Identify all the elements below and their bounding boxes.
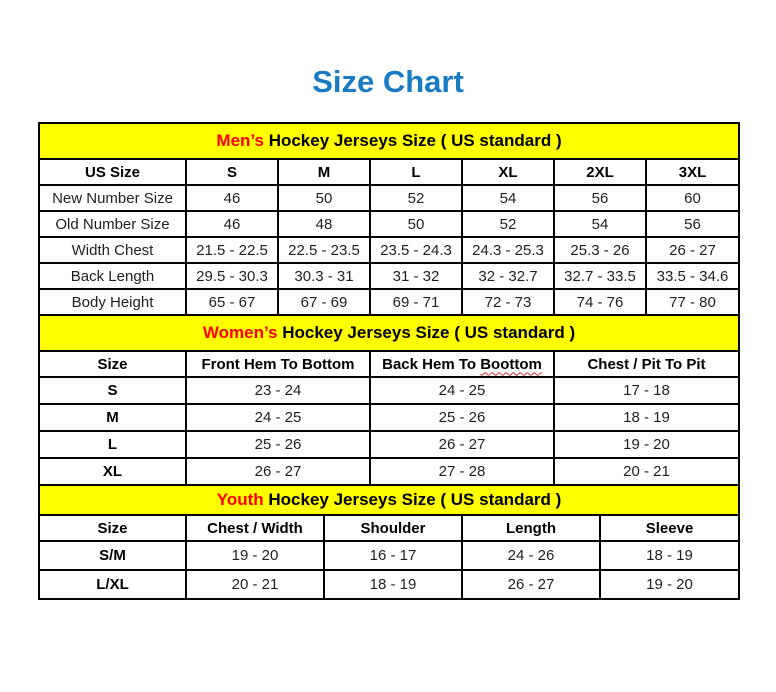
table-cell: 48 [278,211,370,237]
table-cell: 26 - 27 [370,431,554,458]
table-cell: 56 [646,211,739,237]
youth-banner-text: Hockey Jerseys Size ( US standard ) [263,490,562,509]
youth-header-row [39,515,739,541]
table-cell: 32 - 32.7 [462,263,554,289]
table-cell: 52 [370,185,462,211]
womens-section-banner [39,315,739,351]
table-row [39,570,739,599]
table-cell: 25.3 - 26 [554,237,646,263]
table-cell: 18 - 19 [554,404,739,431]
table-cell: 23.5 - 24.3 [370,237,462,263]
table-cell: 22.5 - 23.5 [278,237,370,263]
mens-col-xl: XL [462,159,554,185]
youth-section-banner [39,485,739,515]
youth-col-sleeve: Sleeve [600,515,739,541]
table-cell: 26 - 27 [462,570,600,599]
table-row [39,237,739,263]
table-row [39,289,739,315]
row-label: Width Chest [39,237,186,263]
row-label: M [39,404,186,431]
table-cell: 50 [278,185,370,211]
table-cell: 33.5 - 34.6 [646,263,739,289]
table-cell: 30.3 - 31 [278,263,370,289]
table-row [39,211,739,237]
table-cell: 17 - 18 [554,377,739,404]
youth-size-table [38,484,740,600]
womens-size-table [38,314,740,486]
mens-banner-highlight: Men’s [216,131,264,150]
table-cell: 21.5 - 22.5 [186,237,278,263]
table-cell: 24 - 25 [370,377,554,404]
row-label: New Number Size [39,185,186,211]
table-cell: 24.3 - 25.3 [462,237,554,263]
table-cell: 54 [554,211,646,237]
mens-col-m: M [278,159,370,185]
table-cell: 54 [462,185,554,211]
table-cell: 24 - 26 [462,541,600,570]
table-cell: 27 - 28 [370,458,554,485]
table-row [39,458,739,485]
mens-col-l: L [370,159,462,185]
table-cell: 29.5 - 30.3 [186,263,278,289]
table-row [39,263,739,289]
size-chart-tables [38,122,738,600]
table-cell: 23 - 24 [186,377,370,404]
table-cell: 74 - 76 [554,289,646,315]
row-label: L/XL [39,570,186,599]
table-cell: 65 - 67 [186,289,278,315]
youth-banner-highlight: Youth [216,490,264,509]
table-cell: 19 - 20 [186,541,324,570]
mens-section-banner [39,123,739,159]
mens-col-s: S [186,159,278,185]
table-cell: 20 - 21 [554,458,739,485]
table-row [39,541,739,570]
table-cell: 18 - 19 [600,541,739,570]
table-cell: 69 - 71 [370,289,462,315]
table-cell: 19 - 20 [600,570,739,599]
table-cell: 25 - 26 [370,404,554,431]
mens-header-row [39,159,739,185]
table-cell: 67 - 69 [278,289,370,315]
back-hem-misspelled-word: Boottom [480,355,542,373]
table-row [39,377,739,404]
table-cell: 26 - 27 [646,237,739,263]
table-cell: 18 - 19 [324,570,462,599]
table-cell: 72 - 73 [462,289,554,315]
womens-header-row [39,351,739,377]
womens-banner-highlight: Women’s [202,323,278,342]
table-row [39,404,739,431]
mens-size-table [38,122,740,316]
mens-col-us-size: US Size [39,159,186,185]
mens-col-3xl: 3XL [646,159,739,185]
youth-col-chest-width: Chest / Width [186,515,324,541]
mens-col-2xl: 2XL [554,159,646,185]
youth-banner-row [39,485,739,515]
table-cell: 25 - 26 [186,431,370,458]
womens-col-size: Size [39,351,186,377]
womens-col-front-hem: Front Hem To Bottom [186,351,370,377]
table-row [39,431,739,458]
table-cell: 24 - 25 [186,404,370,431]
table-cell: 77 - 80 [646,289,739,315]
row-label: S [39,377,186,404]
table-cell: 46 [186,211,278,237]
table-cell: 26 - 27 [186,458,370,485]
row-label: Body Height [39,289,186,315]
table-cell: 19 - 20 [554,431,739,458]
table-cell: 46 [186,185,278,211]
row-label: XL [39,458,186,485]
womens-col-chest: Chest / Pit To Pit [554,351,739,377]
table-cell: 56 [554,185,646,211]
back-hem-label: Back Hem To [382,355,481,373]
mens-banner-text: Hockey Jerseys Size ( US standard ) [263,131,562,150]
table-cell: 50 [370,211,462,237]
youth-col-shoulder: Shoulder [324,515,462,541]
womens-col-back-hem [370,351,554,377]
table-cell: 32.7 - 33.5 [554,263,646,289]
table-cell: 16 - 17 [324,541,462,570]
row-label: Old Number Size [39,211,186,237]
youth-col-length: Length [462,515,600,541]
row-label: S/M [39,541,186,570]
page-title: Size Chart [312,64,464,99]
table-cell: 52 [462,211,554,237]
table-row [39,185,739,211]
table-cell: 20 - 21 [186,570,324,599]
table-cell: 31 - 32 [370,263,462,289]
row-label: L [39,431,186,458]
youth-col-size: Size [39,515,186,541]
row-label: Back Length [39,263,186,289]
table-cell: 60 [646,185,739,211]
womens-banner-row [39,315,739,351]
womens-banner-text: Hockey Jerseys Size ( US standard ) [277,323,576,342]
mens-banner-row [39,123,739,159]
